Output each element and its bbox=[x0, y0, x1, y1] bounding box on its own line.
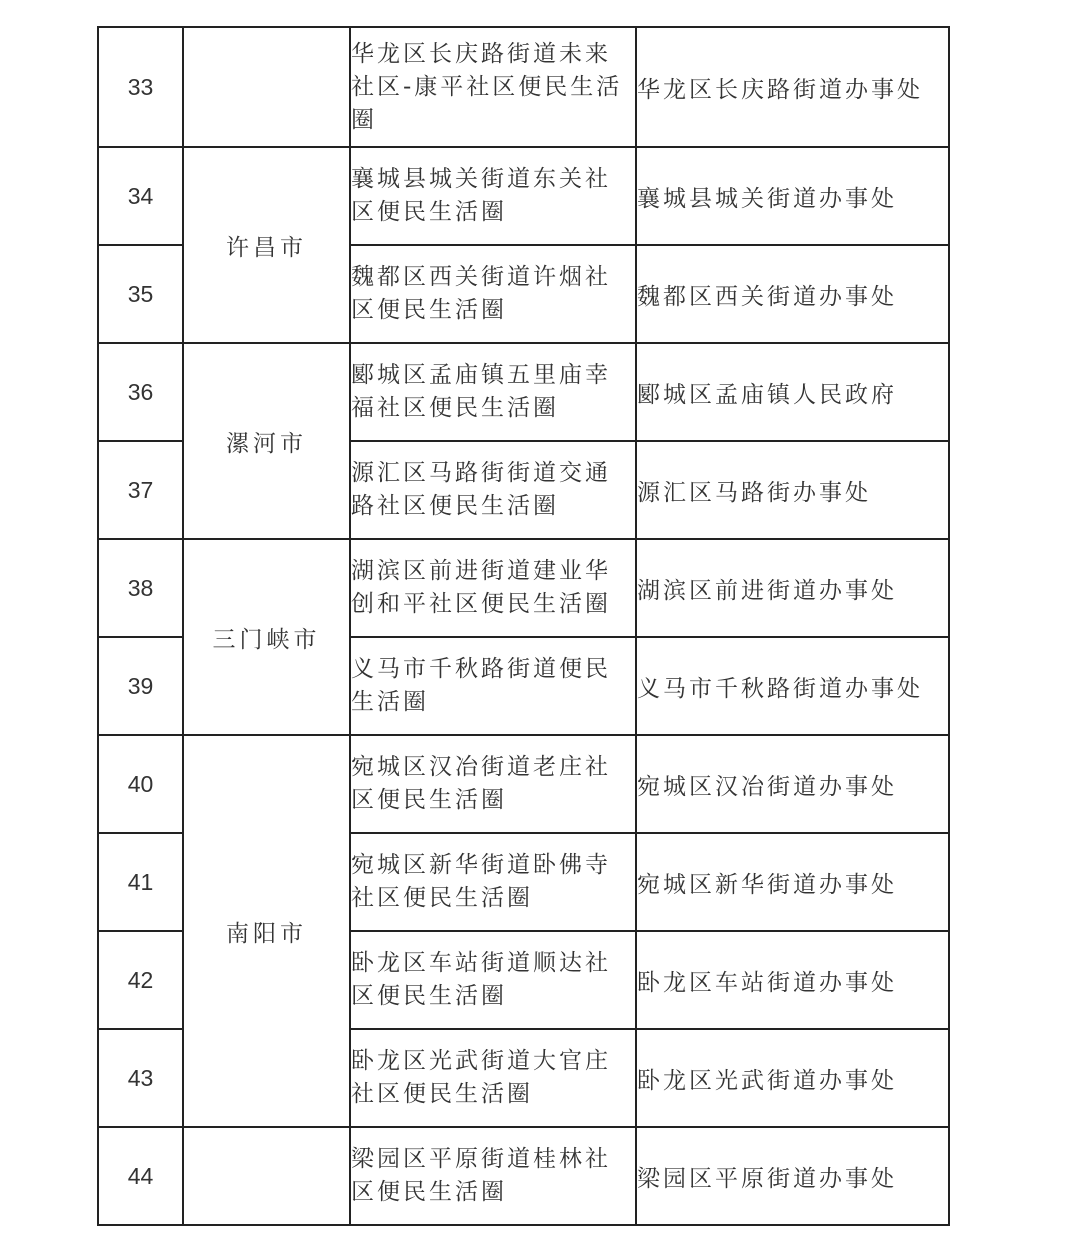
city-cell: 漯河市 bbox=[183, 343, 350, 539]
city-cell: 南阳市 bbox=[183, 735, 350, 1127]
responsible-org: 梁园区平原街道办事处 bbox=[636, 1127, 949, 1225]
row-number: 42 bbox=[98, 931, 183, 1029]
circle-name: 襄城县城关街道东关社区便民生活圈 bbox=[350, 147, 636, 245]
circle-name: 卧龙区车站街道顺达社区便民生活圈 bbox=[350, 931, 636, 1029]
responsible-org: 郾城区孟庙镇人民政府 bbox=[636, 343, 949, 441]
table-row bbox=[98, 1127, 949, 1225]
circle-name: 义马市千秋路街道便民生活圈 bbox=[350, 637, 636, 735]
circle-name: 湖滨区前进街道建业华创和平社区便民生活圈 bbox=[350, 539, 636, 637]
circle-name: 源汇区马路街街道交通路社区便民生活圈 bbox=[350, 441, 636, 539]
circle-name: 卧龙区光武街道大官庄社区便民生活圈 bbox=[350, 1029, 636, 1127]
table-row bbox=[98, 539, 949, 637]
table-row bbox=[98, 735, 949, 833]
responsible-org: 宛城区新华街道办事处 bbox=[636, 833, 949, 931]
table-row bbox=[98, 147, 949, 245]
circle-name: 宛城区新华街道卧佛寺社区便民生活圈 bbox=[350, 833, 636, 931]
circle-name: 华龙区长庆路街道未来社区-康平社区便民生活圈 bbox=[350, 27, 636, 147]
circle-name: 宛城区汉冶街道老庄社区便民生活圈 bbox=[350, 735, 636, 833]
community-table bbox=[97, 26, 950, 1226]
row-number: 37 bbox=[98, 441, 183, 539]
row-number: 40 bbox=[98, 735, 183, 833]
responsible-org: 魏都区西关街道办事处 bbox=[636, 245, 949, 343]
city-cell: 三门峡市 bbox=[183, 539, 350, 735]
row-number: 36 bbox=[98, 343, 183, 441]
row-number: 39 bbox=[98, 637, 183, 735]
table-row bbox=[98, 27, 949, 147]
city-cell bbox=[183, 27, 350, 147]
circle-name: 梁园区平原街道桂林社区便民生活圈 bbox=[350, 1127, 636, 1225]
row-number: 44 bbox=[98, 1127, 183, 1225]
row-number: 35 bbox=[98, 245, 183, 343]
row-number: 33 bbox=[98, 27, 183, 147]
responsible-org: 华龙区长庆路街道办事处 bbox=[636, 27, 949, 147]
responsible-org: 宛城区汉冶街道办事处 bbox=[636, 735, 949, 833]
responsible-org: 卧龙区光武街道办事处 bbox=[636, 1029, 949, 1127]
responsible-org: 湖滨区前进街道办事处 bbox=[636, 539, 949, 637]
table-row bbox=[98, 343, 949, 441]
circle-name: 郾城区孟庙镇五里庙幸福社区便民生活圈 bbox=[350, 343, 636, 441]
row-number: 34 bbox=[98, 147, 183, 245]
city-cell: 许昌市 bbox=[183, 147, 350, 343]
responsible-org: 卧龙区车站街道办事处 bbox=[636, 931, 949, 1029]
city-cell bbox=[183, 1127, 350, 1225]
responsible-org: 义马市千秋路街道办事处 bbox=[636, 637, 949, 735]
row-number: 43 bbox=[98, 1029, 183, 1127]
responsible-org: 襄城县城关街道办事处 bbox=[636, 147, 949, 245]
row-number: 38 bbox=[98, 539, 183, 637]
circle-name: 魏都区西关街道许烟社区便民生活圈 bbox=[350, 245, 636, 343]
responsible-org: 源汇区马路街办事处 bbox=[636, 441, 949, 539]
row-number: 41 bbox=[98, 833, 183, 931]
